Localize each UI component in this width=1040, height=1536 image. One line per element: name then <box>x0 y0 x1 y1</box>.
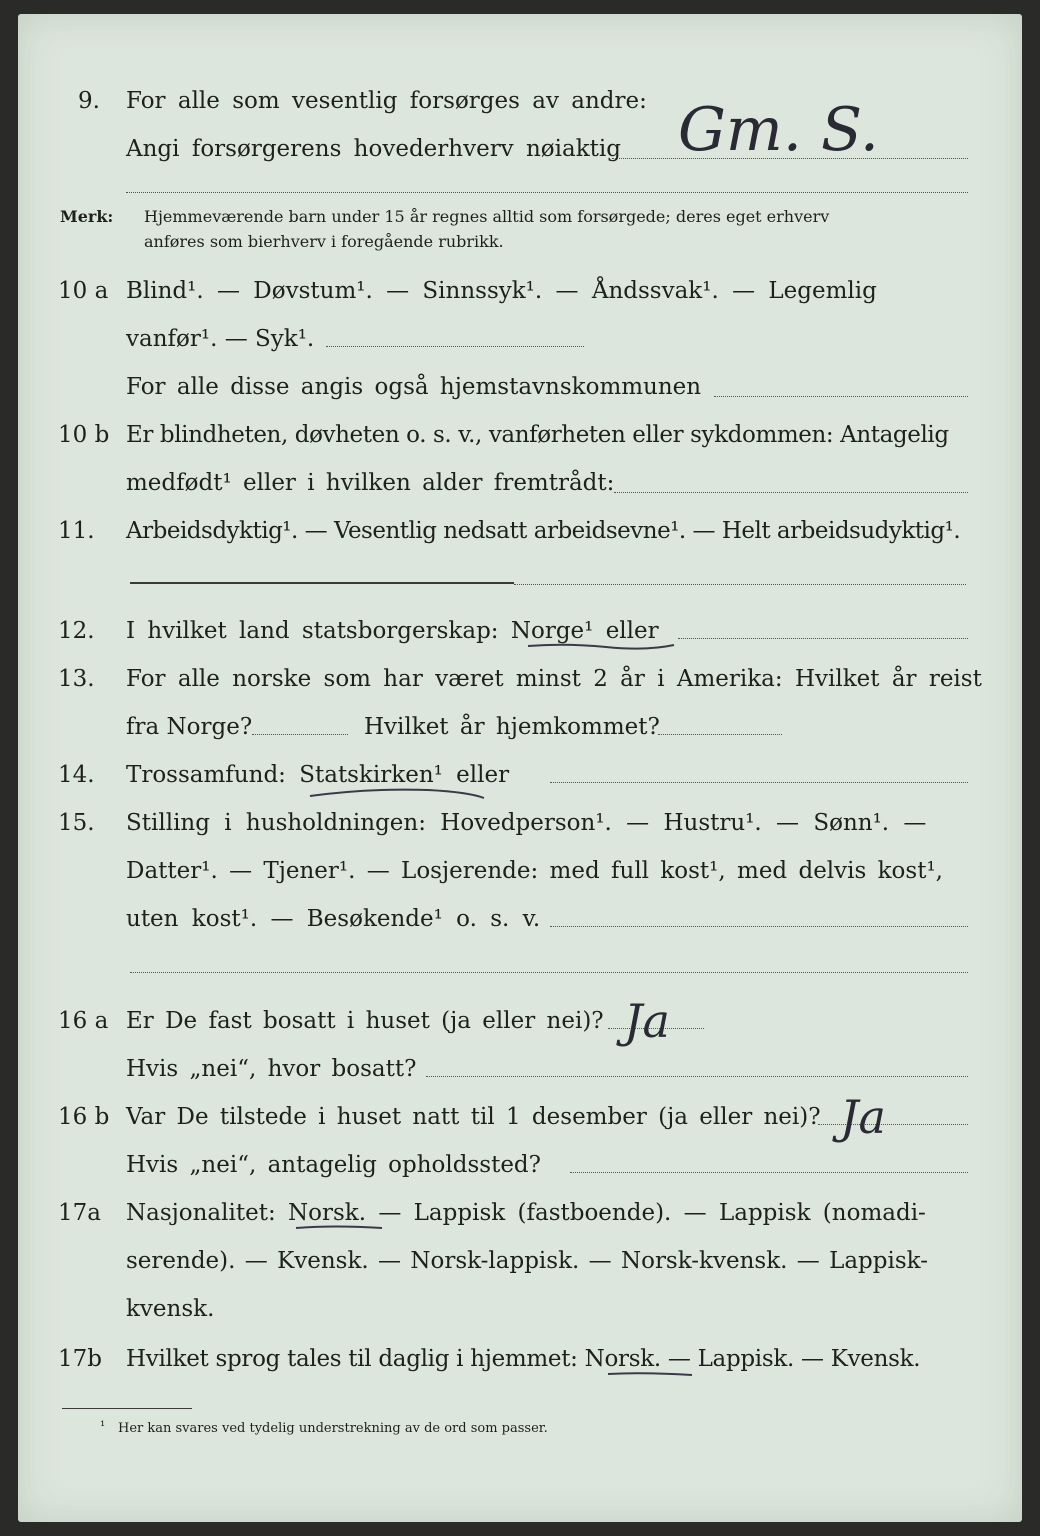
q16b-handwritten-answer: Ja <box>840 1090 886 1144</box>
footnote-rule <box>62 1408 192 1409</box>
q16a-number: 16 a <box>58 1008 109 1034</box>
q17b-line1: Hvilket sprog tales til daglig i hjemmet: Norsk. — Lappisk. — Kvensk. <box>126 1346 921 1372</box>
q9-line2: Angi forsørgerens hovederhverv nøiaktig <box>126 136 621 162</box>
q14-answer-line <box>550 782 968 783</box>
q16b-number: 16 b <box>58 1104 110 1130</box>
q15-answer-line <box>550 926 968 927</box>
footnote-mark: ¹ <box>100 1419 106 1434</box>
merk-line2: anføres som bierhverv i foregående rubrikk. <box>144 232 504 251</box>
q13-return-line <box>658 734 782 735</box>
q13-line2b: Hvilket år hjemkommet? <box>364 714 660 740</box>
q16b-line2: Hvis „nei“, antagelig opholdssted? <box>126 1152 541 1178</box>
q16b-stay-line <box>570 1172 968 1173</box>
q10b-number: 10 b <box>58 422 110 448</box>
q15-extra-line <box>130 972 968 973</box>
q14-number: 14. <box>58 762 95 788</box>
q12-number: 12. <box>58 618 95 644</box>
q11-rule-left <box>130 582 514 584</box>
merk-line1: Hjemmeværende barn under 15 år regnes alltid som forsørgede; deres eget erhverv <box>144 207 830 226</box>
q16a-line1: Er De fast bosatt i huset (ja eller nei)? <box>126 1008 604 1034</box>
q12-line1: I hvilket land statsborgerskap: Norge¹ eller <box>126 618 659 644</box>
q15-line1: Stilling i husholdningen: Hovedperson¹. — Hustru¹. — Sønn¹. — <box>126 810 927 836</box>
q9-line1: For alle som vesentlig forsørges av andre: <box>126 88 647 114</box>
q10a-line3: For alle disse angis også hjemstavnskommunen <box>126 374 702 400</box>
q15-number: 15. <box>58 810 95 836</box>
q15-line3: uten kost¹. — Besøkende¹ o. s. v. <box>126 906 541 932</box>
q17b-number: 17b <box>58 1346 102 1372</box>
q10a-line1: Blind¹. — Døvstum¹. — Sinnssyk¹. — Åndssvak¹. — Legemlig <box>126 278 877 304</box>
q10a-home-municipality-line <box>714 396 968 397</box>
q16a-line2: Hvis „nei“, hvor bosatt? <box>126 1056 417 1082</box>
q9-number: 9. <box>78 88 100 114</box>
q13-number: 13. <box>58 666 95 692</box>
q17a-line2: serende). — Kvensk. — Norsk-lappisk. — Norsk-kvensk. — Lappisk- <box>126 1248 928 1274</box>
merk-label: Merk: <box>60 207 114 226</box>
census-form-page <box>18 14 1022 1522</box>
q17a-number: 17a <box>58 1200 101 1226</box>
q14-underline-mark <box>308 786 488 800</box>
q16a-residence-line <box>426 1076 968 1077</box>
q13-departure-line <box>252 734 348 735</box>
q17a-line1: Nasjonalitet: Norsk. — Lappisk (fastboende). — Lappisk (nomadi- <box>126 1200 926 1226</box>
q10a-number: 10 a <box>58 278 109 304</box>
q9-extra-line <box>126 192 968 193</box>
q17a-underline-mark <box>294 1224 384 1232</box>
q12-answer-line <box>678 638 968 639</box>
q13-line1: For alle norske som har været minst 2 år i Amerika: Hvilket år reist <box>126 666 982 692</box>
q10b-answer-line <box>614 492 968 493</box>
q17a-line3: kvensk. <box>126 1296 215 1322</box>
q15-line2: Datter¹. — Tjener¹. — Losjerende: med full kost¹, med delvis kost¹, <box>126 858 943 884</box>
q10a-line2: vanfør¹. — Syk¹. <box>126 326 315 352</box>
q10a-answer-line <box>326 346 584 347</box>
q10b-line1: Er blindheten, døvheten o. s. v., vanførheten eller sykdommen: Antagelig <box>126 422 949 448</box>
q9-handwritten-answer: Gm. S. <box>678 95 880 165</box>
q11-rule-right <box>514 584 966 585</box>
q14-line1: Trossamfund: Statskirken¹ eller <box>126 762 510 788</box>
q16a-handwritten-answer: Ja <box>624 994 670 1048</box>
footnote-text: Her kan svares ved tydelig understrekning av de ord som passer. <box>118 1421 548 1436</box>
q16b-line1: Var De tilstede i huset natt til 1 desember (ja eller nei)? <box>126 1104 821 1130</box>
q10b-line2: medfødt¹ eller i hvilken alder fremtrådt: <box>126 470 615 496</box>
q17b-underline-mark <box>606 1370 696 1378</box>
q12-underline-mark <box>526 642 676 650</box>
q11-number: 11. <box>58 518 95 544</box>
q13-line2a: fra Norge? <box>126 714 253 740</box>
q11-line1: Arbeidsdyktig¹. — Vesentlig nedsatt arbeidsevne¹. — Helt arbeidsudyktig¹. <box>126 518 961 544</box>
